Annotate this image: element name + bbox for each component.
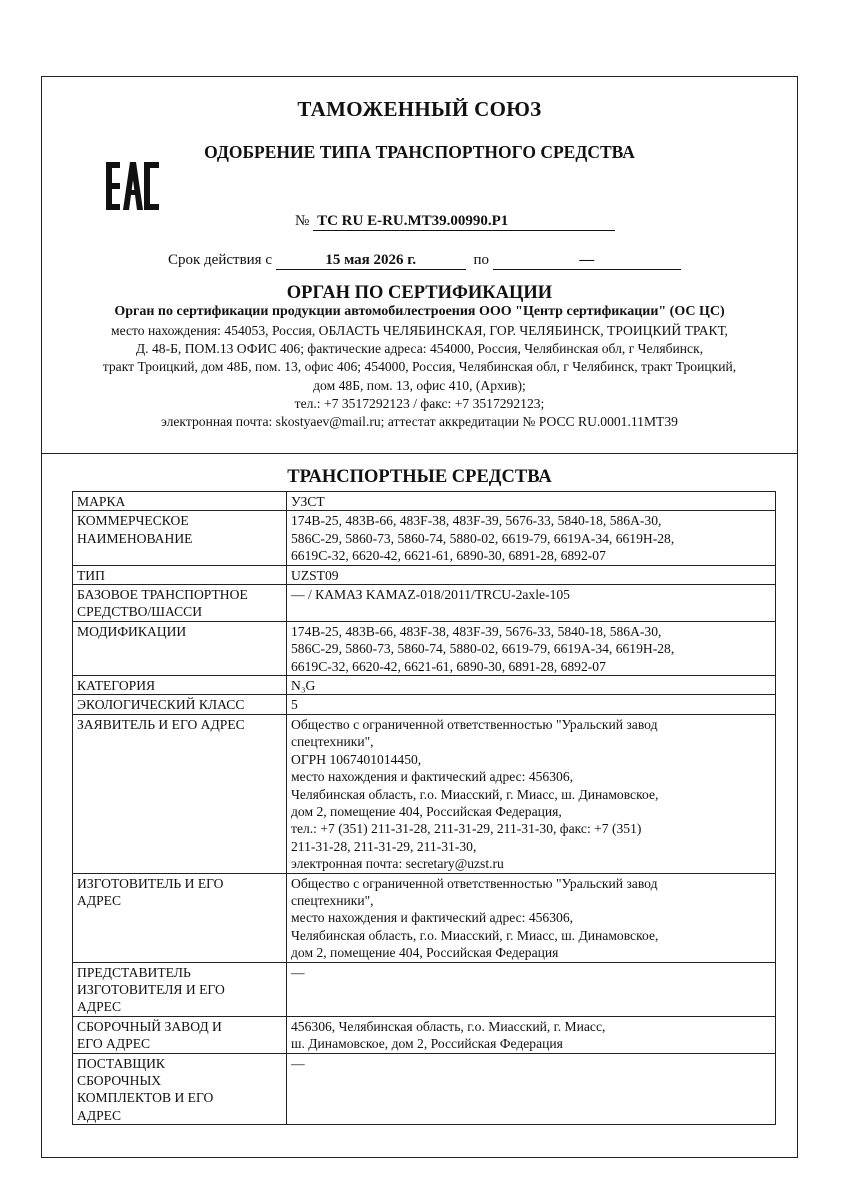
spec-row — [73, 565, 776, 584]
organ-line: тел.: +7 3517292123 / факс: +7 3517292123; — [294, 395, 545, 411]
spec-row — [73, 714, 776, 873]
spec-row — [73, 873, 776, 962]
valid-from: 15 мая 2026 г. — [276, 252, 466, 270]
spec-label-cell — [73, 695, 287, 714]
spec-value: 6619С-32, 6620-42, 6621-61, 6890-30, 6891-28, 6892-07 — [291, 658, 606, 674]
spec-value-cell — [287, 962, 776, 1016]
spec-label: ИЗГОТОВИТЕЛЬ И ЕГО — [77, 875, 224, 891]
spec-row — [73, 492, 776, 511]
spec-label: МАРКА — [77, 494, 126, 509]
spec-value: UZST09 — [291, 567, 339, 583]
spec-label-cell — [73, 714, 287, 873]
spec-label: КОММЕРЧЕСКОЕ — [77, 513, 189, 529]
spec-label-cell — [73, 621, 287, 675]
spec-label-cell — [73, 492, 287, 511]
spec-row — [73, 676, 776, 695]
spec-label-cell — [73, 962, 287, 1016]
spec-value: 211-31-28, 211-31-29, 211-31-30, — [291, 838, 477, 854]
spec-label: СБОРОЧНЫЙ ЗАВОД И — [77, 1018, 222, 1034]
spec-value: 586С-29, 5860-73, 5860-74, 5880-02, 6619-79, 6619А-34, 6619Н-28, — [291, 530, 675, 546]
spec-value-cell — [287, 714, 776, 873]
spec-value: N₃G — [291, 678, 316, 694]
organ-line: электронная почта: skostyaev@mail.ru; аттестат аккредитации № РОСС RU.0001.11МТ39 — [161, 414, 678, 430]
spec-row — [73, 1016, 776, 1053]
organ-details — [52, 322, 787, 431]
spec-value-cell — [287, 492, 776, 511]
spec-value: — — [291, 964, 305, 980]
spec-value: тел.: +7 (351) 211-31-28, 211-31-29, 211-31-30, факс: +7 (351) — [291, 821, 642, 837]
spec-row — [73, 962, 776, 1016]
valid-to: — — [493, 252, 681, 270]
spec-label: СБОРОЧНЫХ — [77, 1073, 162, 1088]
spec-label-cell — [73, 1016, 287, 1053]
spec-value: 174В-25, 483В-66, 483F-38, 483F-39, 5676-33, 5840-18, 586А-30, — [291, 623, 662, 639]
vehicles-title: ТРАНСПОРТНЫЕ СРЕДСТВА — [287, 467, 552, 487]
spec-label: БАЗОВОЕ ТРАНСПОРТНОЕ — [77, 587, 248, 603]
spec-value: 456306, Челябинская область, г.о. Миасский, г. Миасс, — [291, 1018, 606, 1034]
spec-row — [73, 585, 776, 622]
spec-value: УЗСТ — [291, 494, 325, 509]
spec-label: ЕГО АДРЕС — [77, 1036, 151, 1052]
eac-logo — [104, 160, 160, 212]
spec-value: дом 2, помещение 404, Российская Федерация, — [291, 803, 562, 819]
spec-label: МОДИФИКАЦИИ — [77, 623, 187, 639]
spec-value: ОГРН 1067401014450, — [291, 751, 422, 767]
organ-title: ОРГАН ПО СЕРТИФИКАЦИИ — [286, 283, 553, 303]
approval-number: ТС RU E-RU.МТ39.00990.Р1 — [313, 213, 615, 231]
spec-value: спецтехники", — [291, 892, 374, 908]
spec-value: спецтехники", — [291, 734, 374, 750]
spec-label-cell — [73, 585, 287, 622]
spec-value-cell — [287, 676, 776, 695]
spec-value: электронная почта: secretary@uzst.ru — [291, 856, 504, 872]
union-title: ТАМОЖЕННЫЙ СОЮЗ — [297, 97, 542, 121]
organ-line: дом 48Б, пом. 13, офис 410, (Архив); — [313, 377, 526, 393]
spec-label: ЭКОЛОГИЧЕСКИЙ КЛАСС — [77, 697, 245, 713]
spec-label-cell — [73, 873, 287, 962]
spec-value: ш. Динамовское, дом 2, Российская Федерация — [291, 1036, 563, 1052]
validity-line — [168, 252, 681, 270]
spec-value: 5 — [291, 697, 298, 713]
spec-value: 586С-29, 5860-73, 5860-74, 5880-02, 6619-79, 6619А-34, 6619Н-28, — [291, 641, 675, 657]
spec-row — [73, 1053, 776, 1125]
spec-value: место нахождения и фактический адрес: 456306, — [291, 769, 574, 785]
organ-line: место нахождения: 454053, Россия, ОБЛАСТЬ ЧЕЛЯБИНСКАЯ, ГОР. ЧЕЛЯБИНСК, ТРОИЦКИЙ ТРАКТ, — [111, 323, 728, 338]
spec-value: Общество с ограниченной ответственностью "Уральский завод — [291, 716, 658, 732]
spec-value: — — [291, 1055, 305, 1071]
spec-label: ЗАЯВИТЕЛЬ И ЕГО АДРЕС — [77, 716, 245, 732]
spec-row — [73, 511, 776, 565]
spec-value-cell — [287, 1016, 776, 1053]
spec-label-cell — [73, 511, 287, 565]
spec-value-cell — [287, 1053, 776, 1125]
spec-label: ПРЕДСТАВИТЕЛЬ — [77, 964, 191, 980]
spec-value-cell — [287, 621, 776, 675]
spec-label: ПОСТАВЩИК — [77, 1055, 165, 1071]
spec-value: — / КАМАЗ KAMAZ-018/2011/TRCU-2axle-105 — [291, 587, 570, 603]
vehicle-spec-table — [72, 491, 776, 1125]
spec-label: СРЕДСТВО/ШАССИ — [77, 604, 203, 620]
spec-value-cell — [287, 585, 776, 622]
spec-value-cell — [287, 695, 776, 714]
spec-label: ИЗГОТОВИТЕЛЯ И ЕГО — [77, 981, 225, 997]
spec-value-cell — [287, 873, 776, 962]
spec-label-cell — [73, 1053, 287, 1125]
spec-label-cell — [73, 676, 287, 695]
organ-name: Орган по сертификации продукции автомобилестроения ООО "Центр сертификации" (ОС ЦС) — [114, 304, 725, 319]
spec-label-cell — [73, 565, 287, 584]
spec-label: ТИП — [77, 567, 105, 583]
number-prefix: № — [295, 213, 310, 229]
spec-value-cell — [287, 511, 776, 565]
spec-row — [73, 621, 776, 675]
spec-value: Челябинская область, г.о. Миасский, г. Миасс, ш. Динамовское, — [291, 927, 659, 943]
spec-value: место нахождения и фактический адрес: 456306, — [291, 910, 574, 926]
spec-value-cell — [287, 565, 776, 584]
spec-value: дом 2, помещение 404, Российская Федерация — [291, 945, 559, 961]
organ-line: тракт Троицкий, дом 48Б, пом. 13, офис 406; 454000, Россия, Челябинская обл, г Челябинск, тракт Троицкий, — [102, 359, 737, 375]
spec-value: Общество с ограниченной ответственностью "Уральский завод — [291, 875, 658, 891]
spec-label: КАТЕГОРИЯ — [77, 678, 156, 694]
to-label: по — [473, 252, 490, 268]
spec-label: АДРЕС — [77, 892, 122, 908]
spec-value: 174В-25, 483В-66, 483F-38, 483F-39, 5676-33, 5840-18, 586А-30, — [291, 513, 662, 529]
approval-number-line — [295, 213, 615, 231]
spec-label: АДРЕС — [77, 999, 122, 1015]
validity-label: Срок действия с — [168, 252, 272, 268]
spec-label: АДРЕС — [77, 1107, 122, 1123]
spec-row — [73, 695, 776, 714]
spec-value: Челябинская область, г.о. Миасский, г. Миасс, ш. Динамовское, — [291, 786, 659, 802]
approval-title: ОДОБРЕНИЕ ТИПА ТРАНСПОРТНОГО СРЕДСТВА — [204, 142, 635, 162]
section-divider — [41, 453, 798, 454]
spec-value: 6619С-32, 6620-42, 6621-61, 6890-30, 6891-28, 6892-07 — [291, 548, 606, 564]
spec-label: НАИМЕНОВАНИЕ — [77, 530, 193, 546]
spec-label: КОМПЛЕКТОВ И ЕГО — [77, 1090, 214, 1106]
organ-line: Д. 48-Б, ПОМ.13 ОФИС 406; фактические адреса: 454000, Россия, Челябинская обл, г Челябинск, — [135, 341, 704, 357]
